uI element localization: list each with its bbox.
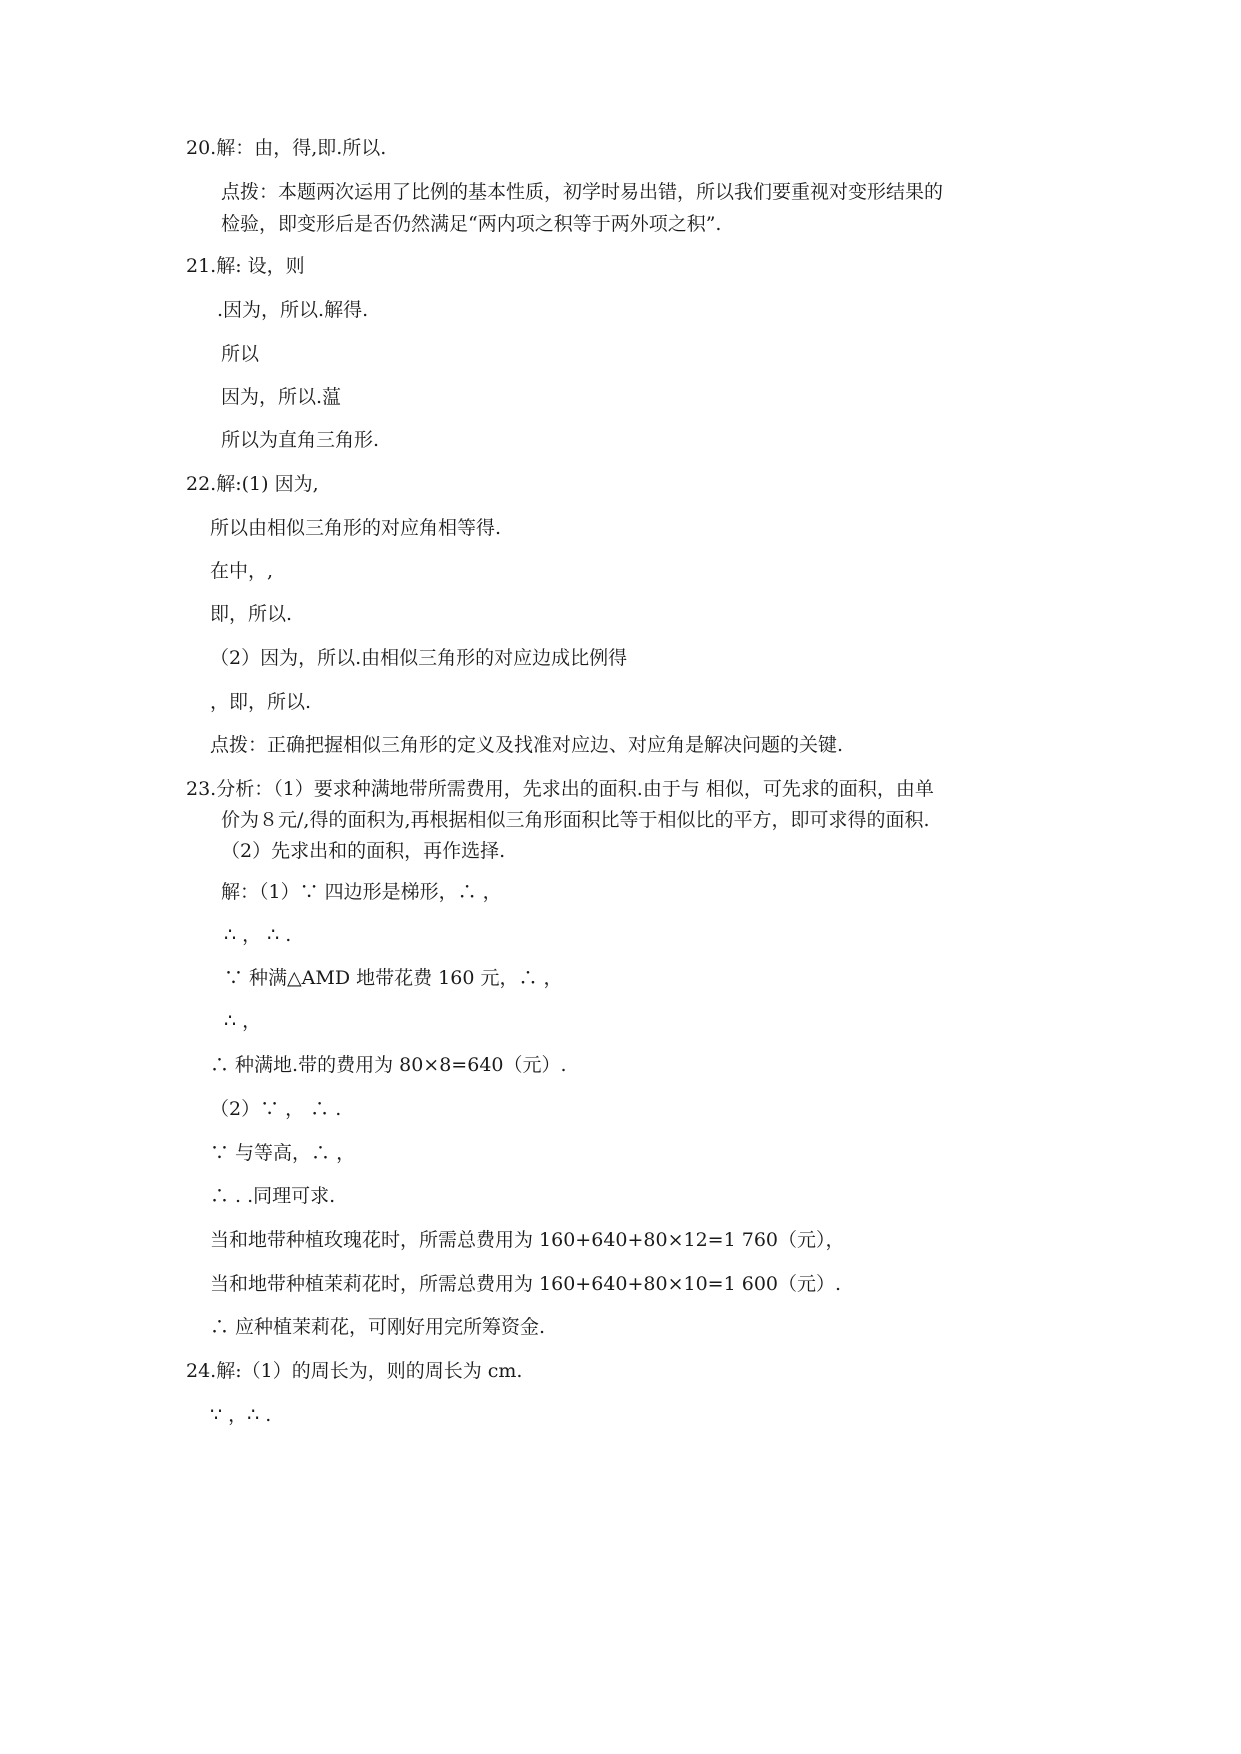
text-line: 23.分析：（1）要求种满地带所需费用，先求出的面积.由于与 相似，可先求的面积，由单 [186, 778, 934, 800]
text-line: ，即，所以. [210, 691, 312, 713]
text-line: 因为，所以.蕰 [221, 386, 342, 408]
text-line: 在中，, [210, 560, 274, 582]
text-line: 检验，即变形后是否仍然满足“两内项之积等于两外项之积”. [221, 213, 722, 235]
text-line: ∴ ， ∴ . [224, 924, 292, 946]
text-line: 24.解:（1）的周长为，则的周长为 cm. [186, 1360, 523, 1382]
text-line: ∴ 应种植茉莉花，可刚好用完所筹资金. [210, 1316, 546, 1338]
text-line: 点拨：正确把握相似三角形的定义及找准对应边、对应角是解决问题的关键. [210, 734, 844, 756]
text-line: ∴ ， [224, 1010, 262, 1032]
text-line: 所以由相似三角形的对应角相等得. [210, 517, 502, 539]
text-line: （2）∵ ， ∴ . [210, 1098, 342, 1120]
text-line: 20.解：由，得,即.所以. [186, 137, 387, 159]
text-line: ∵ ，∴ . [210, 1404, 272, 1426]
text-line: 所以为直角三角形. [221, 429, 380, 451]
text-line: 价为８元/,得的面积为,再根据相似三角形面积比等于相似比的平方，即可求得的面积. [221, 809, 930, 831]
text-line: 点拨：本题两次运用了比例的基本性质，初学时易出错，所以我们要重视对变形结果的 [221, 181, 944, 203]
text-line: ∵ 种满△AMD 地带花费 160 元，∴ ， [224, 967, 563, 989]
text-line: ∴ 种满地.带的费用为 80×8=640（元）. [210, 1054, 567, 1076]
text-line: 22.解:(1) 因为, [186, 473, 319, 495]
text-line: ∴ . .同理可求. [210, 1185, 336, 1207]
text-line: 当和地带种植茉莉花时，所需总费用为 160+640+80×10=1 600（元）. [210, 1273, 842, 1295]
text-line: （2）因为，所以.由相似三角形的对应边成比例得 [210, 647, 628, 669]
text-line: 21.解: 设，则 [186, 255, 305, 277]
text-line: 即，所以. [210, 603, 293, 625]
text-line: （2）先求出和的面积，再作选择. [221, 840, 506, 862]
text-line: ∵ 与等高，∴ ， [210, 1142, 356, 1164]
text-line: 解：（1）∵ 四边形是梯形，∴ ， [221, 881, 502, 903]
text-line: 当和地带种植玫瑰花时，所需总费用为 160+640+80×12=1 760（元）， [210, 1229, 845, 1251]
text-line: 所以 [221, 343, 260, 365]
text-line: .因为，所以.解得. [217, 299, 369, 321]
